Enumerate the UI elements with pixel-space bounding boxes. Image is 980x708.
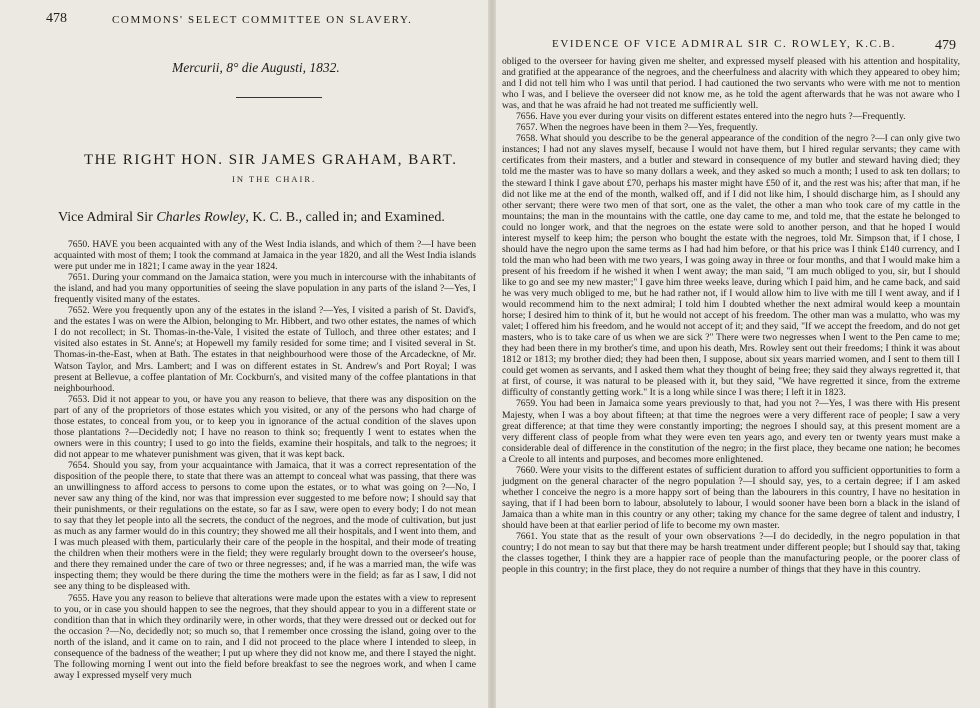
question-7659: 7659. You had been in Jamaica some years previously to that, had you not ?—Yes, I was there with His present Majesty, when I was a boy about fifteen; at that time the negroes were a very different race of people; I saw a very great difference; at that time they were constantly importing; the negroes I should say, at this present moment are a very different class of people from what they were even ten years ago, and every ten or twenty years must make a considerable deal of difference in the constitution of the negro; in the first place, they became one nation; he becomes a Creole to all intents and purposes, and becomes more enlightened. [502,398,960,465]
question-7653: 7653. Did it not appear to you, or have you any reason to believe, that there was any disposition on the part of any of the proprietors of those estates which you visited, or any of the persons who had charge of those estates, to conceal from you, or to keep you in ignorance of the actual condition of the slaves upon those plantations ?—Decidedly not; I have no reason to think so; frequently I went to estates when the owners were in this country; I used to go into the fields, examine their hospitals, and talk to the negroes; it did not appear to me whatever punishment was given, that it was kept back. [54,393,476,460]
witness-suffix: , K. C. B., called in; and Examined. [245,210,445,225]
question-7654: 7654. Should you say, from your acquaintance with Jamaica, that it was a correct representation of the disposition of the people there, to state that there was an attempt to conceal what was passing, that there was an unwillingness to afford access to persons to come upon the estates, or to what was going on ?—No, I never saw any thing of the kind, nor was that impression ever suggested to me before now; I should say that their punishments, or their regulations on the estate, so far as I saw, were open to every body; I do not mean to say that they let people into all the secrets, the conduct of the negroes, and the mode of cultivation, but just as much as any farmer would do in this country; they showed me all their hospitals, and I went into them, and I was much pleased with them, particularly their care of the people in the hospital, and their mode of treating the children when their mothers were in the field; they were regularly brought down to the overseer's house, and there they remained under the care of two or three negresses; and, if he was a married man, the wife was inspecting them; they would be there during the time the mothers were in the field; as far as I saw, I did not see any thing to be displeased with. [54,459,476,593]
question-7656: 7656. Have you ever during your visits on different estates entered into the negro huts ?—Frequently. [516,111,906,123]
question-7658: 7658. What should you describe to be the general appearance of the condition of the negro ?—I can only give two instances; I had not any slaves myself, because I would not have them, but I hired regular servants; they came with certificates from their masters, and a butler and steward in consequence of my butler and steward having died; they told me the master was to have so many dollars a week, and they asked so much a month; I used to ask ten dollars; to the steward I think I gave about £70, perhaps his master might have £50 of it, and the rest was his; after that man, if he did not like me at the end of the month, walked off, and if I did not like him, I should discharge him, as I should any other servant; there were two men of that sort, one as the valet, the other a man who took care of my cattle in the mountains; the man in the mountains with the cattle, one day came to me, and told me, that the estate he belonged to could no longer work, and that the negroes on the estate were sold to another person, and that he hoped I would interest myself to keep him; the person who bought the estate with the negroes, told Mr. Simpson that, if I chose, I should have the negro upon the same terms as I had had him before, or that his price was I think £140 currency, and I told the man who had been with me two years, I was going away in three or four months, and that I would make him a present of his freedom if he wished it when I went away; the man said, "I am much obliged to you, sir, but I should like to go and see my new master;" I gave him three weeks leave, during which I paid him, and he came back, and said he was very much obliged to me, but he had rather not, if I would allow him to live with me till I went away, and if I would recommend him to the next admiral; I told him I doubted whether the next admiral would keep a mountain horse; I desired him to think of it, but he would not accept of his freedom. The other man was a mulatto, who was my valet; I offered him his freedom, and he would not accept of it; and they said, "If we accept the freedom, and do not get masters, who is to take care of us when we are sick ?" There were two negresses when I went to the Pen came to me; they had been there in my brother's time, and upon his death, Mrs. Rowley sent out their freedoms; I think it was about 1812 or 1813; my brother died; they had been then, I suppose, about six years married women, and I sent to them till I could get women as servants, and I asked them what they thought of being free; they said they always regretted it, that at first, of course, it was natural to be pleased with it, but they said, "We have regretted it since, from the extreme difficulty of constantly getting work." It is a long while since I was there; I left it in 1823. [502,133,960,399]
question-7657: 7657. When the negroes have been in them ?—Yes, frequently. [516,122,758,134]
question-7652: 7652. Were you frequently upon any of the estates in the island ?—Yes, I visited a parish of St. David's, and the estates I was on were the Albion, belonging to Mr. Hibbert, and two other estates, the names of which I do not recollect; in St. Thomas-in-the-Vale, I visited the estate of Tulloch, and three other estates; and I visited also estates in St. Anne's; at Hopewell my family resided for some time; and I visited several in St. Thomas-in-the-East, when at Bath. The estates in that neighbourhood were those of the Arcadeckne, of Mr. Watson Taylor, and Mrs. Lambert; and I was on different estates in St. Andrew's and Port Royal; I was present at Bellevue, a coffee plantation of Mr. Cockburn's, and visited many of the coffee plantations in that neighbourhood. [54,305,476,394]
right-page [494,0,980,708]
right-running-head: EVIDENCE OF VICE ADMIRAL SIR C. ROWLEY, K.C.B. [552,38,897,50]
witness-prefix: Vice Admiral Sir [58,210,157,225]
question-7661: 7661. You state that as the result of your own observations ?—I do decidedly, in the negro population in that country; I do not mean to say but that there may be harsh treatment under different people; but I should say that, taking the classes together, I think they are a happier race of people than the manufacturing people, or the poorer class of people in this country; in the first place, they do not require a number of things that they have in this country. [502,531,960,576]
witness-name: Charles Rowley [156,210,246,225]
section-rule [236,97,322,98]
answer-continuation: obliged to the overseer for having given me shelter, and expressed myself pleased with his attention and hospitality, and gratified at the appearance of the negroes, and the cheerfulness and alacrity with which they appeared to obey him; and I did not tell him who I was until that period. I had cautioned the two servants who were with me not to mention who I was, and I believe the overseer did not know me, as he told the agent afterwards that he was not aware who I was, and that he was afraid he had not treated me sufficiently well. [502,56,960,112]
right-page-number: 479 [935,38,956,53]
question-7655: 7655. Have you any reason to believe that alterations were made upon the estates with a view to represent to you, or in case you should happen to see the negroes, that they should appear to you in a different state or condition than that in which they ordinarily were, in other words, that they were dressed out or decked out for the occasion ?—No, decidedly not; so much so, that I remember once crossing the island, going over to the north of the island, and it came on to rain, and I did not proceed to the place where I intended to sleep, in consequence of the badness of the weather; I put up where they did not know me, and there I stayed the night. The following morning I went out into the field before breakfast to see the negroes work, and when I came away I expressed myself very much [54,592,476,681]
session-dateline: Mercurii, 8° die Augusti, 1832. [172,60,340,75]
witness-called-line [58,210,445,226]
question-7650: 7650. HAVE you been acquainted with any of the West India islands, and which of them ?—I have been acquainted with most of them; I took the command at Jamaica in the year 1820, and all the West India islands were put under me in 1821; I came away in the year 1824. [54,239,476,273]
question-7651: 7651. During your command on the Jamaica station, were you much in intercourse with the inhabitants of the island, and had you many opportunities of seeing the slave population in any parts of the island ?—Yes, I frequently visited many of the estates. [54,272,476,306]
chairman-heading: THE RIGHT HON. SIR JAMES GRAHAM, BART. [84,152,458,168]
in-chair-label: IN THE CHAIR. [232,174,317,184]
right-page-body [502,56,960,575]
left-page-number: 478 [46,11,67,26]
question-7660: 7660. Were your visits to the different estates of sufficient duration to afford you sufficient opportunities to form a judgment on the general character of the negro population ?—I should say, yes, to a certain degree; if I am asked whether I conceive the negro is a more happy sort of being than the labourers in this country, I have no hesitation in saying, that if I had been born to labour, absolutely to labour, I would sooner have been born a black in the island of Jamaica than a white man in this country or any other; taking my chance for the same degree of talent and industry, I should have been at that earlier period of life to become my own master. [502,464,960,531]
left-page-body [54,239,476,681]
left-running-head: COMMONS' SELECT COMMITTEE ON SLAVERY. [112,14,413,26]
